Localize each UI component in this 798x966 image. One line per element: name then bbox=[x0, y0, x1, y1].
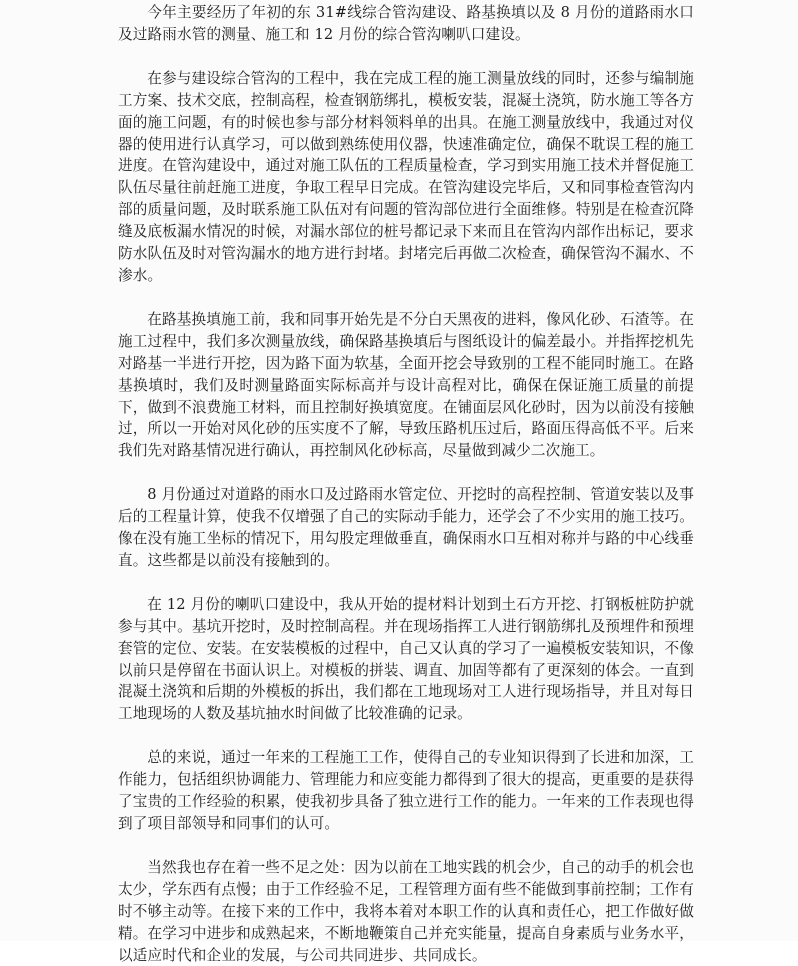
paragraph-2: 在参与建设综合管沟的工程中，我在完成工程的施工测量放线的同时，还参与编制施工方案、技术交底，控制高程，检查钢筋绑扎，模板安装，混凝土浇筑，防水施工等各方面的施工问题，有的时候也参与部分材料领料单的出具。在施工测量放线中，我通过对仪器的使用进行认真学习，可以做到熟练使用仪器，快速准确定位，确保不耽误工程的施工进度。在管沟建设中，通过对施工队伍的工程质量检查，学习到实用施工技术并督促施工队伍尽量往前赶施工进度，争取工程早日完成。在管沟建设完毕后，又和同事检查管沟内部的质量问题，及时联系施工队伍对有问题的管沟部位进行全面维修。特别是在检查沉降缝及底板漏水情况的时候，对漏水部位的桩号都记录下来而且在管沟内部作出标记，要求防水队伍及时对管沟漏水的地方进行封堵。封堵完后再做二次检查，确保管沟不漏水、不渗水。 bbox=[118, 69, 694, 284]
paragraph-4: 8 月份通过对道路的雨水口及过路雨水管定位、开挖时的高程控制、管道安装以及事后的工程量计算，使我不仅增强了自己的实际动手能力，还学会了不少实用的施工技巧。像在没有施工坐标的情况下，用勾股定理做垂直，确保雨水口互相对称并与路的中心线垂直。这些都是以前没有接触到的。 bbox=[118, 486, 694, 569]
paragraph-6: 总的来说，通过一年来的工程施工工作，使得自己的专业知识得到了长进和加深，工作能力，包括组织协调能力、管理能力和应变能力都得到了很大的提高，更重要的是获得了宝贵的工作经验的积累，使我初步具备了独立进行工作的能力。一年来的工作表现也得到了项目部领导和同事们的认可。 bbox=[118, 749, 694, 832]
document-body bbox=[118, 2, 694, 966]
paragraph-5: 在 12 月份的喇叭口建设中，我从开始的提材料计划到土石方开挖、打钢板桩防护就参与其中。基坑开挖时，及时控制高程。并在现场指挥工人进行钢筋绑扎及预埋件和预埋套管的定位、安装。在安装模板的过程中，自己又认真的学习了一遍模板安装知识，不像以前只是停留在书面认识上。对模板的拼装、调直、加固等都有了更深刻的体会。一直到混凝土浇筑和后期的外模板的拆出，我们都在工地现场对工人进行现场指导，并且对每日工地现场的人数及基坑抽水时间做了比较准确的记录。 bbox=[118, 595, 694, 723]
paragraph-1: 今年主要经历了年初的东 31#线综合管沟建设、路基换填以及 8 月份的道路雨水口及过路雨水管的测量、施工和 12 月份的综合管沟喇叭口建设。 bbox=[118, 4, 694, 43]
paragraph-7: 当然我也存在着一些不足之处：因为以前在工地实践的机会少，自己的动手的机会也太少，学东西有点慢；由于工作经验不足，工程管理方面有些不能做到事前控制；工作有时不够主动等。在接下来的工作中，我将本着对本职工作的认真和责任心，把工作做好做精。在学习中进步和成熟起来，不断地鞭策自己并充实能量，提高自身素质与业务水平，以适应时代和企业的发展，与公司共同进步、共同成长。 bbox=[118, 858, 694, 964]
paragraph-3: 在路基换填施工前，我和同事开始先是不分白天黑夜的进料，像风化砂、石渣等。在施工过程中，我们多次测量放线，确保路基换填后与图纸设计的偏差最小。并指挥挖机先对路基一半进行开挖，因为路下面为软基，全面开挖会导致别的工程不能同时施工。在路基换填时，我们及时测量路面实际标高并与设计高程对比，确保在保证施工质量的前提下，做到不浪费施工材料，而且控制好换填宽度。在铺面层风化砂时，因为以前没有接触过，所以一开始对风化砂的压实度不了解，导致压路机压过后，路面压得高低不平。后来我们先对路基情况进行确认，再控制风化砂标高，尽量做到减少二次施工。 bbox=[118, 310, 694, 460]
